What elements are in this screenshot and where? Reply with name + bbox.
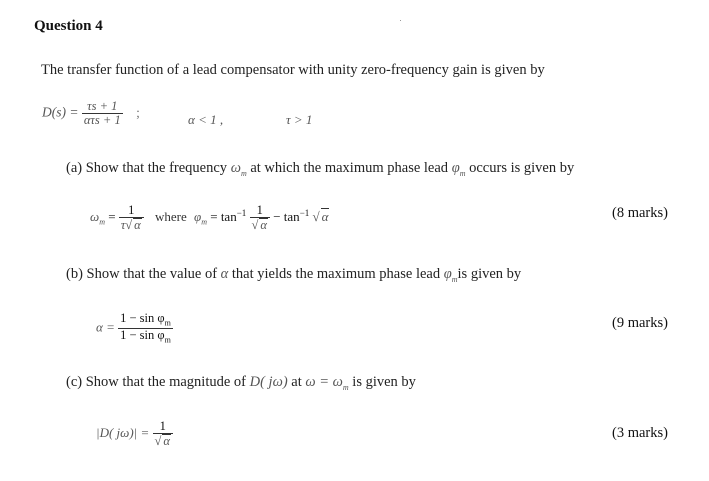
part-a-statement: (a) Show that the frequency $\omega_m$ at which the maximum phase lead $\varphi_m$ occurs is given by bbox=[66, 160, 575, 178]
magnitude-fraction: $\frac{1}{√ \alpha}$ bbox=[153, 420, 173, 448]
transfer-function bbox=[42, 100, 140, 127]
phi-fraction: $\frac{1}{√ \alpha}$ bbox=[250, 204, 270, 232]
tf-condition-alpha: α < 1 , bbox=[188, 112, 224, 127]
tf-denominator: ατs + 1 bbox=[83, 113, 121, 128]
part-a-marks: (8 marks) bbox=[612, 205, 668, 221]
omega-fraction: $\frac{1}{\tau√ \alpha}$ bbox=[119, 204, 144, 232]
part-a-equation: $\omega_m$ = $\frac{1}{\tau√ \alpha}$ where $\varphi_m = \tan^{-1}$ $\frac{1}{√ \alpha}$ − $\tan^{-1}$ √ α bbox=[90, 203, 329, 233]
alpha-fraction: $\frac{1 - \sin \varphi_m}{1 - \sin \varphi_m}$ bbox=[120, 311, 171, 345]
stray-dot bbox=[400, 20, 401, 21]
part-b-statement: (b) Show that the value of α that yields the maximum phase lead $\varphi_mis$ given by bbox=[66, 266, 522, 284]
part-b-marks: (9 marks) bbox=[612, 315, 668, 331]
part-c-label: (c) bbox=[66, 374, 83, 390]
tf-numerator: τs + 1 bbox=[87, 99, 118, 113]
part-c-equation: |D( jω)| = $\frac{1}{√ \alpha}$ bbox=[96, 420, 173, 448]
omega-m-symbol: $\omega_m$ bbox=[230, 160, 247, 178]
part-c-statement: (c) Show that the magnitude of D( jω) at $\omega = \omega_m$ is given by bbox=[66, 374, 416, 392]
part-c-marks: (3 marks) bbox=[612, 425, 668, 441]
part-a-label: (a) bbox=[66, 160, 83, 176]
part-b-label: (b) bbox=[66, 266, 83, 282]
part-b-equation: α = $\frac{1 - \sin \varphi_m}{1 - \sin \varphi_m}$ bbox=[96, 311, 171, 345]
tf-separator: ; bbox=[136, 104, 140, 120]
intro-text: The transfer function of a lead compensator with unity zero-frequency gain is given by bbox=[41, 62, 545, 78]
tf-condition-tau: τ > 1 bbox=[286, 112, 313, 127]
tf-lhs: D(s) = bbox=[42, 104, 79, 120]
phi-m-symbol: $\varphi_m$ bbox=[451, 160, 466, 178]
tf-fraction bbox=[82, 100, 123, 127]
question-title: Question 4 bbox=[34, 18, 103, 34]
